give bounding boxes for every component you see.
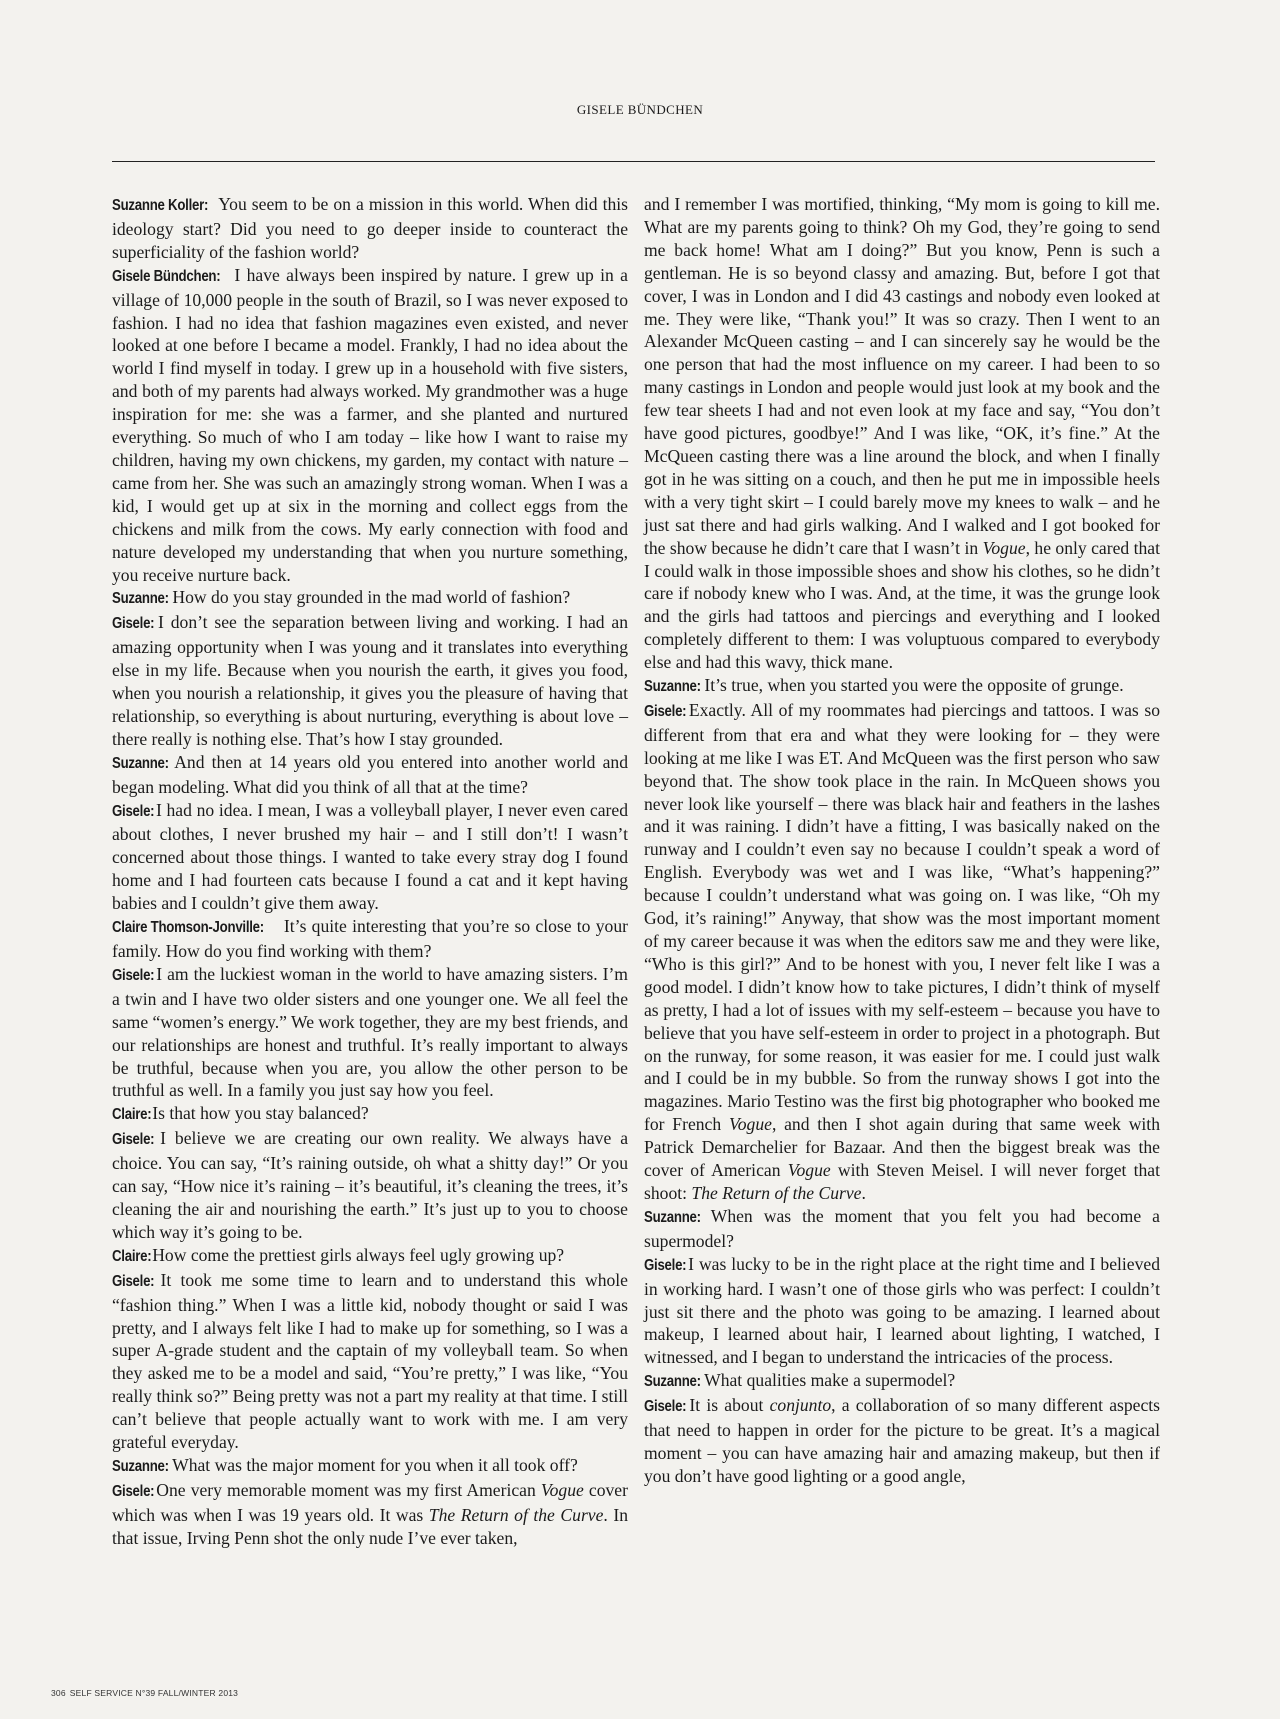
speaker-name: Suzanne: <box>644 1208 701 1226</box>
italic-title: Vogue <box>787 1160 831 1181</box>
interview-paragraph <box>644 1205 1160 1253</box>
paragraph-text: I was lucky to be in the right place at the right time and I believed in working hard. I wasn’t one of those girls who was perfect: I couldn’t just sit there and the photo was going to be amazing. I learned about makeup, I learned about hair, I learned about lighting, I watched, I witnessed, and I began to understand the intricacies of the process. <box>644 1253 1160 1368</box>
paragraph-text: with Steven Meisel. I will never forget that shoot: <box>644 1160 1160 1203</box>
italic-title: conjunto <box>769 1395 832 1416</box>
paragraph-text: What qualities make a supermodel? <box>700 1370 956 1391</box>
header-rule <box>112 161 1155 162</box>
paragraph-text: One very memorable moment was my first American <box>151 1479 541 1500</box>
interview-paragraph <box>644 1369 1160 1394</box>
interview-paragraph <box>644 1253 1160 1370</box>
paragraph-text: I am the luckiest woman in the world to have amazing sisters. I’m a twin and I have two older sisters and one younger one. We all feel the same “women’s energy.” We work together, they are my best friends, and our relationships are honest and truthful. It’s really important to always be truthful, because when you are, you allow the other person to be truthful as well. In a family you just say how you feel. <box>112 963 628 1101</box>
interview-paragraph <box>112 915 628 963</box>
italic-title: Vogue <box>728 1114 772 1135</box>
speaker-name: Gisele: <box>112 966 155 984</box>
speaker-name: Suzanne: <box>112 590 169 608</box>
paragraph-text: and I remember I was mortified, thinking, “My mom is going to kill me. What are my parents going to think? Oh my God, they’re going to send me back home! What am I doing?” But you know, Penn is such a gentleman. He is so beyond classy and amazing. But, before I got that cover, I was in London and I did 43 castings and nobody even looked at me. They were like, “Thank you!” It was so crazy. Then I went to an Alexander McQueen casting – and I can sincerely say he would be the one person that had the most influence on my career. I had been to so many castings in London and people would just look at my book and the few tear sheets I had and not even look at my face and say, “You don’t have good pictures, goodbye!” And I was like, “OK, it’s fine.” At the McQueen casting there was a line around the block, and when I finally got in he was sitting on a couch, and then he put me in impossible heels with a very tight skirt – I could barely move my knees to walk – and he just sat there and had girls walking. And I walked and I got booked for the show because he didn’t care that I wasn’t in <box>644 194 1160 558</box>
speaker-name: Suzanne: <box>644 1373 701 1391</box>
interview-paragraph <box>112 751 628 799</box>
interview-paragraph <box>644 1394 1160 1488</box>
paragraph-text: I believe we are creating our own reality. We always have a choice. You can say, “It’s raining outside, oh what a shitty day!” Or you can say, “How nice it’s raining – it’s beautiful, it’s cleaning the trees, it’s cleaning the air and nourishing the earth.” It’s just up to you to choose which way it’s going to be. <box>112 1128 628 1242</box>
paragraph-text: When was the moment that you felt you had become a supermodel? <box>644 1205 1160 1251</box>
interview-paragraph <box>644 674 1160 699</box>
paragraph-text: cover which was when I was 19 years old. It was <box>112 1479 628 1525</box>
interview-paragraph <box>112 1269 628 1454</box>
speaker-name: Gisele: <box>112 1131 155 1149</box>
speaker-name: Suzanne Koller: <box>112 197 209 214</box>
publication-line: SELF SERVICE N°39 FALL/WINTER 2013 <box>69 1688 239 1698</box>
paragraph-text: , and then I shot again during that same week with Patrick Demarchelier for Bazaar. And then the biggest break was the cover of American <box>644 1114 1160 1181</box>
speaker-name: Claire: <box>112 1247 152 1265</box>
speaker-name: Claire Thomson-Jonville: <box>112 919 264 937</box>
paragraph-text: Exactly. All of my roommates had piercings and tattoos. I was so different from that era and what they were looking for – they were looking at me like I was ET. And McQueen was the first person who saw beyond that. The show took place in the rain. In McQueen shows you never look like yourself – there was black hair and feathers in the lashes and it was raining. I didn’t have a fitting, I was basically naked on the runway and I couldn’t even say no because I couldn’t speak a word of English. Everybody was wet and I was like, “What’s happening?” because I couldn’t understand what was going on. I was like, “Oh my God, it’s raining!” Anyway, that show was the most important moment of my career because it was when the editors saw me and they were like, “Who is this girl?” And to be honest with you, I never felt like I was a good model. I didn’t know how to take pictures, I didn’t think of myself as pretty, I had a lot of issues with my self-esteem – because you have to believe that you have self-esteem in order to project in a photograph. But on the runway, for some reason, it was easier for me. I could just walk and I could be in my bubble. So from the runway shows I got into the magazines. Mario Testino was the first big photographer who booked me for French <box>644 699 1160 1135</box>
speaker-name: Gisele Bündchen: <box>112 267 221 285</box>
paragraph-text: . In that issue, Irving Penn shot the only nude I’ve ever taken, <box>112 1504 629 1548</box>
interview-paragraph <box>644 193 1160 674</box>
paragraph-text: I don’t see the separation between living and working. I had an amazing opportunity when I was young and it translates into everything else in my life. Because when you nourish the earth, it gives you food, when you nourish a relationship, it gives you the pleasure of having that relationship, so everything is about nurturing, everything is about love – there really is nothing else. That’s how I stay grounded. <box>112 612 628 749</box>
paragraph-text: It is about <box>683 1395 770 1416</box>
paragraph-text: And then at 14 years old you entered into another world and began modeling. What did you think of all that at the time? <box>112 751 628 797</box>
speaker-name: Gisele: <box>112 802 155 820</box>
interview-paragraph <box>112 1479 628 1550</box>
speaker-name: Gisele: <box>112 1482 155 1500</box>
interview-paragraph <box>112 963 628 1102</box>
interview-paragraph <box>112 1102 628 1127</box>
interview-paragraph <box>112 264 628 587</box>
interview-paragraph <box>112 193 628 264</box>
interview-paragraph <box>112 1454 628 1479</box>
right-column <box>644 193 1160 1488</box>
paragraph-text: It’s quite interesting that you’re so close to your family. How do you find working with them? <box>112 916 628 961</box>
paragraph-text: It took me some time to learn and to understand this whole “fashion thing.” When I was a little kid, nobody thought or said I was pretty, and I always felt like I had to make up for something, so I was a super A-grade student and the captain of my volleyball team. So when they asked me to be a model and said, “You’re pretty,” I was like, “You really think so?” Being pretty was not a part my reality at that time. I still can’t believe that people actually want to work with me. I am very grateful everyday. <box>112 1269 628 1453</box>
page-number: 306 <box>51 1688 66 1698</box>
italic-title: The Return of the Curve <box>428 1504 604 1525</box>
paragraph-text: , a collaboration of so many different aspects that need to happen in order for the picture to be great. It’s a magical moment – you can have amazing hair and amazing makeup, but then if you don’t have good lighting or a good angle, <box>644 1395 1160 1486</box>
paragraph-text: I have always been inspired by nature. I grew up in a village of 10,000 people in the south of Brazil, so I was never exposed to fashion. I had no idea that fashion magazines even existed, and never looked at one before I became a model. Frankly, I had no idea about the world I find myself in today. I grew up in a household with five sisters, and both of my parents had always worked. My grandmother was a huge inspiration for me: she was a farmer, and she planted and nurtured everything. So much of who I am today – like how I want to raise my children, having my own chickens, my garden, my contact with nature – came from her. She was such an amazingly strong woman. When I was a kid, I would get up at six in the morning and collect eggs from the chickens and milk from the cows. My early connection with food and nature developed my understanding that when you nurture something, you receive nurture back. <box>112 264 628 585</box>
italic-title: The Return of the Curve <box>691 1182 862 1203</box>
speaker-name: Claire: <box>112 1106 152 1124</box>
interview-paragraph <box>112 1244 628 1269</box>
italic-title: Vogue <box>540 1479 584 1500</box>
speaker-name: Gisele: <box>112 1272 155 1290</box>
paragraph-text: Is that how you stay balanced? <box>147 1103 369 1124</box>
paragraph-text: How do you stay grounded in the mad world of fashion? <box>168 587 571 608</box>
paragraph-text: . <box>861 1182 866 1203</box>
italic-title: Vogue <box>982 537 1026 558</box>
paragraph-text: I had no idea. I mean, I was a volleyball player, I never even cared about clothes, I never brushed my hair – and I still don’t! I wasn’t concerned about those things. I wanted to take every stray dog I found home and I had fourteen cats because I found a cat and it kept having babies and I couldn’t give them away. <box>112 799 628 914</box>
speaker-name: Gisele: <box>644 1398 687 1416</box>
paragraph-text: You seem to be on a mission in this world. When did this ideology start? Did you need to go deeper inside to counteract the superficiality of the fashion world? <box>112 194 628 262</box>
speaker-name: Suzanne: <box>644 678 701 696</box>
interview-paragraph <box>112 799 628 916</box>
speaker-name: Suzanne: <box>112 1457 169 1475</box>
speaker-name: Gisele: <box>112 615 155 633</box>
interview-paragraph <box>112 586 628 611</box>
speaker-name: Gisele: <box>644 1256 687 1274</box>
left-column <box>112 193 628 1550</box>
running-header: GISELE BÜNDCHEN <box>576 102 704 117</box>
paragraph-text: What was the major moment for you when it all took off? <box>168 1454 578 1475</box>
paragraph-text: It’s true, when you started you were the opposite of grunge. <box>700 675 1124 696</box>
interview-paragraph <box>112 1127 628 1244</box>
paragraph-text: , he only cared that I could walk in those impossible shoes and show his clothes, so he didn’t care if nobody knew who I was. And, at the time, it was the grunge look and the girls had tattoos and piercings and everything and I looked completely different to them: I was voluptuous compared to everybody else and had this wavy, thick mane. <box>644 537 1161 673</box>
speaker-name: Gisele: <box>644 702 687 720</box>
interview-paragraph <box>112 611 628 750</box>
speaker-name: Suzanne: <box>112 754 169 772</box>
page-footer <box>51 1688 242 1698</box>
paragraph-text: How come the prettiest girls always feel ugly growing up? <box>147 1244 565 1265</box>
interview-paragraph <box>644 699 1160 1205</box>
